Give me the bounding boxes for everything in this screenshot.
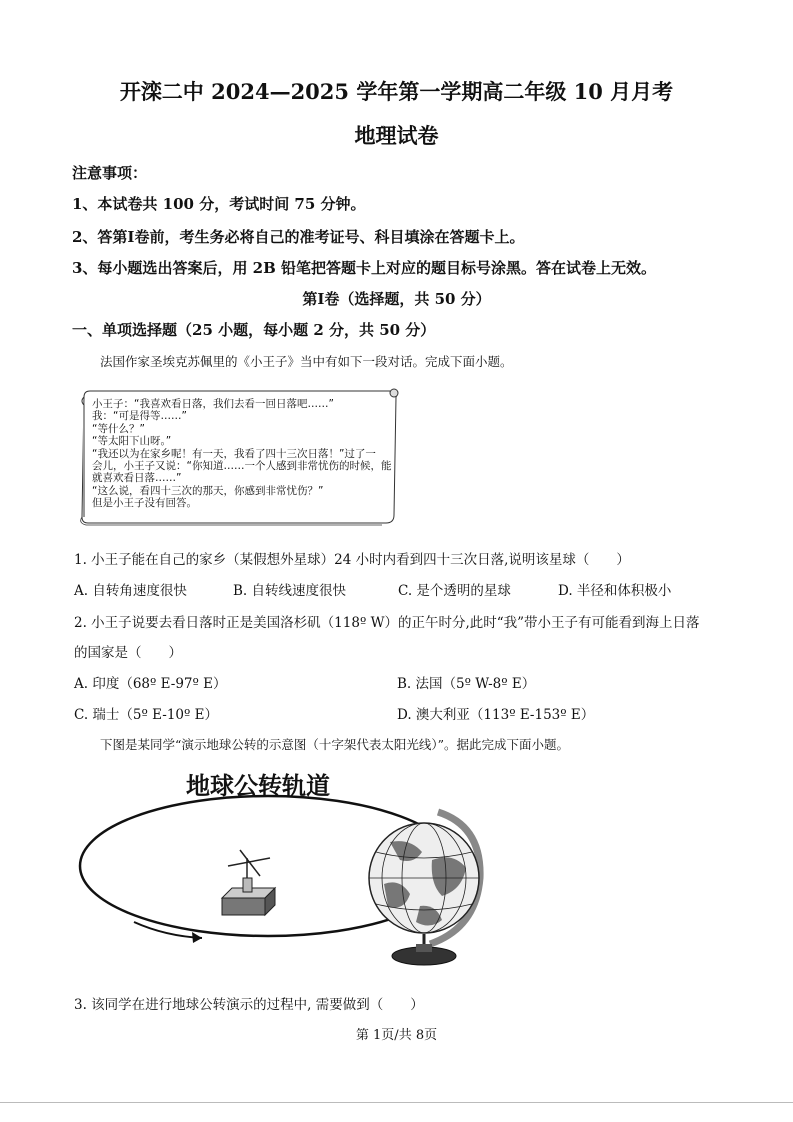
orbit-figure <box>70 760 500 972</box>
passage1-intro: 法国作家圣埃克苏佩里的《小王子》当中有如下一段对话。完成下面小题。 <box>100 354 513 369</box>
q1-stem: 1. 小王子能在自己的家乡（某假想外星球）24 小时内看到四十三次日落,说明该星球（ ） <box>74 552 630 568</box>
notice-item-1: 1、本试卷共 100 分，考试时间 75 分钟。 <box>72 195 366 213</box>
dialogue-line: 就喜欢看日落……” <box>92 472 182 485</box>
dialogue-line: “等太阳下山呀。” <box>92 435 172 448</box>
section-heading: 一、单项选择题（25 小题，每小题 2 分，共 50 分） <box>72 321 436 339</box>
q2-option-a: A. 印度（68º E-97º E） <box>74 676 227 692</box>
bottom-divider <box>0 1102 793 1103</box>
scroll-dialogue <box>92 398 391 510</box>
page-footer: 第 1页/共 8页 <box>355 1028 438 1043</box>
dialogue-line: “我还以为在家乡呢！有一天，我看了四十三次日落！”过了一 <box>92 447 376 460</box>
sun-ray-model <box>222 850 275 915</box>
exam-subtitle: 地理试卷 <box>354 123 439 148</box>
dialogue-line: “这么说，看四十三次的那天，你感到非常忧伤？” <box>92 484 324 497</box>
q1-option-c: C. 是个透明的星球 <box>398 583 511 599</box>
q2-stem-line2: 的国家是（ ） <box>74 645 182 661</box>
part-title: 第Ⅰ卷（选择题，共 50 分） <box>302 290 491 308</box>
dialogue-line: 我：“可是得等……” <box>92 410 187 423</box>
dialogue-line: 小王子：“我喜欢看日落，我们去看一回日落吧……” <box>92 398 334 410</box>
passage2-intro: 下图是某同学“演示地球公转的示意图（十字架代表太阳光线）”。据此完成下面小题。 <box>100 737 570 752</box>
figure-title: 地球公转轨道 <box>186 772 330 800</box>
q2-option-c: C. 瑞士（5º E-10º E） <box>74 707 218 723</box>
arrow-head-icon <box>192 932 202 943</box>
notice-item-3: 3、每小题选出答案后，用 2B 铅笔把答题卡上对应的题目标号涂黑。答在试卷上无效。 <box>72 259 657 277</box>
q1-option-a: A. 自转角速度很快 <box>74 583 187 599</box>
notice-item-2: 2、答第Ⅰ卷前，考生务必将自己的准考证号、科目填涂在答题卡上。 <box>72 228 525 246</box>
q1-option-d: D. 半径和体积极小 <box>558 583 672 599</box>
q1-option-b: B. 自转线速度很快 <box>233 583 347 599</box>
q3-stem: 3. 该同学在进行地球公转演示的过程中, 需要做到（ ） <box>74 997 424 1013</box>
exam-title: 开滦二中 2024—2025 学年第一学期高二年级 10 月月考 <box>119 79 674 104</box>
q2-stem-line1: 2. 小王子说要去看日落时正是美国洛杉矶（118º W）的正午时分,此时“我”带小王子有可能看到海上日落 <box>74 615 700 631</box>
globe-icon <box>369 812 480 965</box>
q2-option-d: D. 澳大利亚（113º E-153º E） <box>397 707 595 723</box>
dialogue-line: 会儿，小王子又说：“你知道……一个人感到非常忧伤的时候，能 <box>92 460 392 473</box>
dialogue-line: “等什么？” <box>92 422 145 435</box>
dialogue-line: 但是小王子没有回答。 <box>92 497 197 510</box>
q2-option-b: B. 法国（5º W-8º E） <box>397 676 536 692</box>
notice-heading: 注意事项： <box>72 164 148 182</box>
